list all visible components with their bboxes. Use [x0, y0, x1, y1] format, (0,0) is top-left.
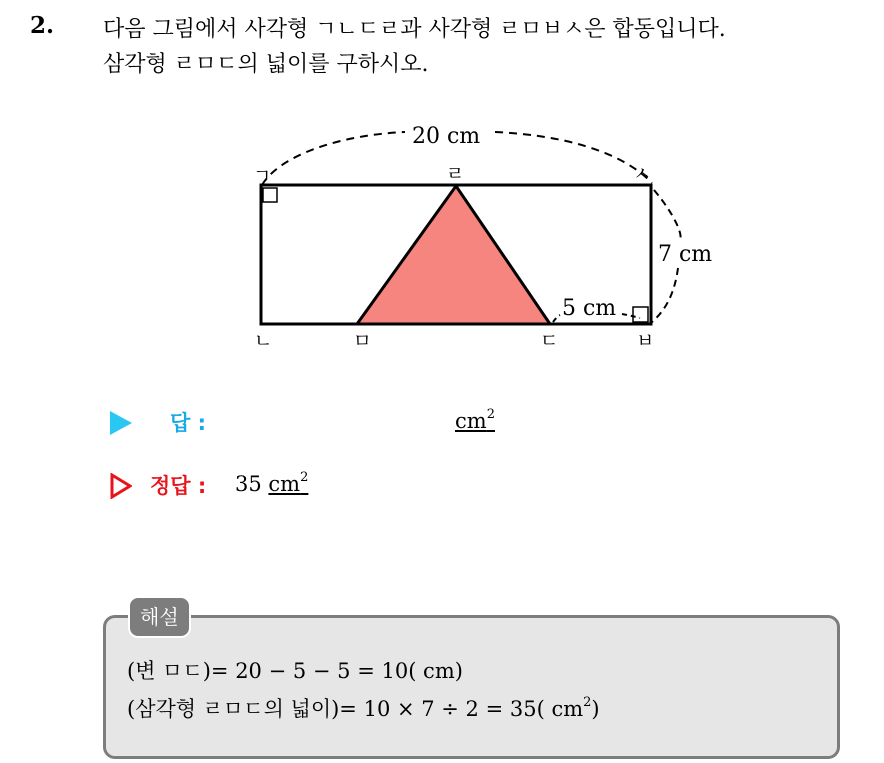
- vertex-d: ㄷ: [540, 330, 559, 352]
- question-line-1: 다음 그림에서 사각형 ㄱㄴㄷㄹ과 사각형 ㄹㅁㅂㅅ은 합동입니다.: [103, 17, 726, 42]
- right-angle-mark-g: [263, 188, 277, 202]
- short-dimension-arc: [553, 315, 560, 322]
- short-dimension-arc-right: [622, 314, 640, 318]
- solution-line-2: (삼각형 ㄹㅁㄷ의 넓이)= 10 × 7 ÷ 2 = 35( $cm^2$): [127, 695, 600, 721]
- answer-unit[interactable]: [455, 409, 495, 433]
- play-triangle-icon: [110, 411, 132, 435]
- top-dimension-arc: [262, 132, 405, 185]
- correct-answer-row: [110, 470, 610, 504]
- vertex-n: ㄴ: [254, 330, 273, 352]
- top-length-label: 20 cm: [412, 124, 481, 149]
- question-line-2: 삼각형 ㄹㅁㄷ의 넓이를 구하시오.: [103, 52, 429, 77]
- side-length-label: 7 cm: [658, 242, 713, 267]
- vertex-r: ㄹ: [446, 163, 465, 185]
- side-dimension-arc: [654, 190, 681, 240]
- correct-unit: $cm^2$: [268, 470, 309, 496]
- correct-label: 정답 :: [150, 474, 207, 498]
- top-dimension-arc-right: [495, 132, 652, 183]
- answer-unit-text: cm: [455, 409, 487, 433]
- correct-number: 35: [235, 472, 262, 496]
- vertex-m: ㅁ: [353, 330, 372, 352]
- triangle-rmd: [357, 186, 550, 324]
- answer-unit-exponent: 2: [486, 407, 495, 422]
- vertex-b: ㅂ: [636, 330, 655, 352]
- vertex-g: ㄱ: [253, 165, 272, 187]
- play-outline-triangle-icon: [110, 473, 132, 499]
- solution-line-1: (변 ㅁㄷ)= 20 − 5 − 5 = 10( cm): [127, 659, 463, 683]
- solution-box: [103, 615, 840, 759]
- answer-label: 답 :: [170, 411, 206, 435]
- short-length-label: 5 cm: [562, 296, 617, 321]
- question-number: 2.: [30, 12, 55, 39]
- answer-row: [110, 407, 610, 441]
- correct-value: [235, 472, 308, 496]
- right-angle-mark-b: [633, 307, 648, 322]
- side-dimension-arc-lower: [652, 268, 678, 322]
- solution-tag: 해설: [128, 596, 191, 638]
- vertex-s: ㅅ: [633, 163, 652, 185]
